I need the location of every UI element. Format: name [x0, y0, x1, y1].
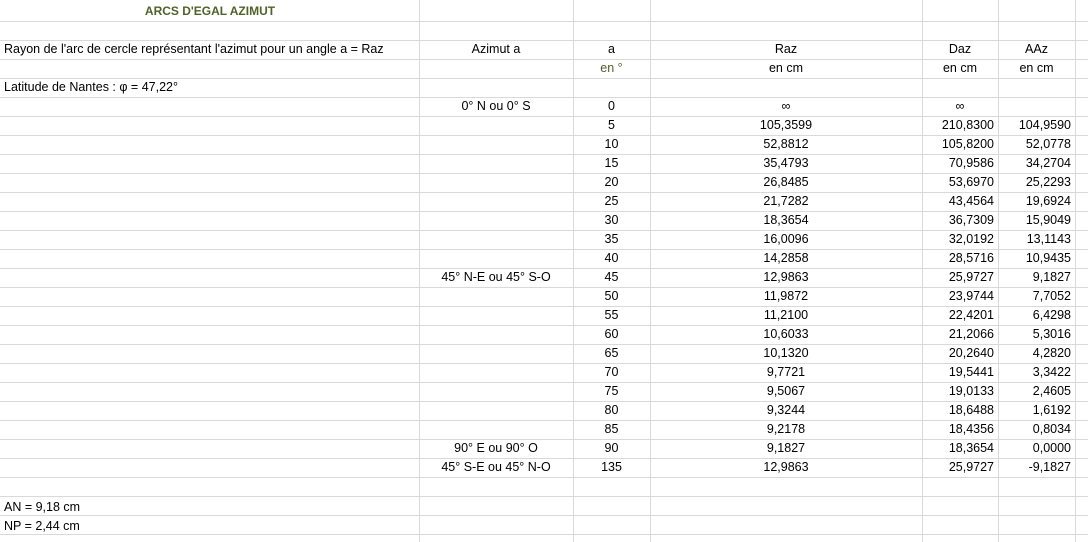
cell-raz: 11,9872 [763, 289, 809, 303]
cell-daz: 36,7309 [948, 213, 994, 227]
cell-aaz: 10,9435 [1025, 251, 1071, 265]
cell-a: 70 [604, 365, 619, 379]
cell-aaz: 104,9590 [1018, 118, 1071, 132]
cell-azimut [419, 306, 573, 325]
cell-raz: 9,3244 [766, 403, 806, 417]
cell-aaz: 15,9049 [1025, 213, 1071, 227]
cell-daz: 105,8200 [941, 137, 994, 151]
cell-a: 30 [604, 213, 619, 227]
cell-azimut [419, 173, 573, 192]
cell-daz: ∞ [955, 99, 965, 113]
cell-daz: 25,9727 [948, 460, 994, 474]
unit-aaz: en cm [1019, 61, 1054, 75]
gridline [0, 496, 1088, 497]
cell-aaz: 4,2820 [1032, 346, 1071, 360]
cell-a: 15 [604, 156, 619, 170]
cell-daz: 21,2066 [948, 327, 994, 341]
cell-azimut [419, 287, 573, 306]
cell-azimut: 0° N ou 0° S [461, 99, 531, 113]
cell-azimut [419, 211, 573, 230]
cell-aaz: 1,6192 [1032, 403, 1071, 417]
cell-azimut [419, 401, 573, 420]
cell-aaz: 3,3422 [1032, 365, 1071, 379]
cell-daz: 28,5716 [948, 251, 994, 265]
gridline [1075, 0, 1076, 542]
cell-daz: 19,5441 [948, 365, 994, 379]
cell-aaz: 9,1827 [1032, 270, 1071, 284]
cell-azimut [419, 344, 573, 363]
cell-a: 85 [604, 422, 619, 436]
cell-azimut [419, 230, 573, 249]
cell-aaz: 0,0000 [1032, 441, 1071, 455]
cell-daz: 18,4356 [948, 422, 994, 436]
cell-a: 80 [604, 403, 619, 417]
header-a: a [608, 42, 615, 56]
cell-raz: 105,3599 [759, 118, 813, 132]
cell-azimut [419, 192, 573, 211]
cell-aaz: 52,0778 [1025, 137, 1071, 151]
cell-azimut [419, 249, 573, 268]
cell-a: 40 [604, 251, 619, 265]
cell-azimut [419, 154, 573, 173]
cell-raz: 9,5067 [766, 384, 806, 398]
cell-raz: 26,8485 [763, 175, 809, 189]
cell-raz: 9,7721 [766, 365, 806, 379]
cell-raz: 10,1320 [763, 346, 809, 360]
cell-aaz: 34,2704 [1025, 156, 1071, 170]
an-value: AN = 9,18 cm [4, 500, 81, 514]
unit-daz: en cm [942, 61, 978, 75]
cell-raz: 21,7282 [763, 194, 809, 208]
cell-a: 75 [604, 384, 619, 398]
cell-raz: 16,0096 [763, 232, 809, 246]
cell-a: 55 [604, 308, 619, 322]
cell-a: 90 [604, 441, 619, 455]
cell-raz: 12,9863 [763, 460, 809, 474]
cell-raz: 35,4793 [763, 156, 809, 170]
cell-aaz: 6,4298 [1032, 308, 1071, 322]
cell-azimut: 45° S-E ou 45° N-O [441, 460, 551, 474]
cell-azimut [419, 325, 573, 344]
cell-azimut [419, 420, 573, 439]
cell-daz: 18,6488 [948, 403, 994, 417]
latitude-label: Latitude de Nantes : φ = 47,22° [4, 80, 178, 94]
cell-azimut [419, 135, 573, 154]
gridline [0, 477, 1088, 478]
cell-a: 45 [604, 270, 619, 284]
cell-aaz: 2,4605 [1032, 384, 1071, 398]
cell-daz: 53,6970 [948, 175, 994, 189]
cell-aaz: 7,7052 [1032, 289, 1071, 303]
cell-aaz: -9,1827 [1028, 460, 1071, 474]
cell-azimut [419, 363, 573, 382]
cell-raz: ∞ [781, 99, 791, 113]
cell-a: 10 [604, 137, 619, 151]
cell-azimut: 90° E ou 90° O [454, 441, 538, 455]
cell-azimut: 45° N-E ou 45° S-O [441, 270, 551, 284]
cell-raz: 9,1827 [766, 441, 806, 455]
cell-aaz: 5,3016 [1032, 327, 1071, 341]
header-daz: Daz [948, 42, 972, 56]
cell-a: 5 [608, 118, 615, 132]
cell-daz: 70,9586 [948, 156, 994, 170]
cell-a: 20 [604, 175, 619, 189]
cell-aaz [998, 97, 1075, 116]
cell-a: 135 [601, 460, 622, 474]
sheet-title: ARCS D'EGAL AZIMUT [144, 4, 276, 18]
cell-daz: 18,3654 [948, 441, 994, 455]
cell-a: 60 [604, 327, 619, 341]
cell-azimut [419, 116, 573, 135]
header-azimut: Azimut a [471, 42, 521, 56]
cell-daz: 32,0192 [948, 232, 994, 246]
cell-daz: 43,4564 [948, 194, 994, 208]
cell-aaz: 19,6924 [1025, 194, 1071, 208]
unit-a: en ° [600, 61, 623, 75]
cell-aaz: 0,8034 [1032, 422, 1071, 436]
cell-raz: 18,3654 [763, 213, 809, 227]
cell-daz: 23,9744 [948, 289, 994, 303]
cell-daz: 22,4201 [948, 308, 994, 322]
cell-raz: 10,6033 [763, 327, 809, 341]
np-value: NP = 2,44 cm [4, 519, 80, 533]
cell-daz: 19,0133 [948, 384, 994, 398]
cell-azimut [419, 382, 573, 401]
cell-raz: 9,2178 [766, 422, 806, 436]
cell-raz: 11,2100 [763, 308, 809, 322]
unit-raz: en cm [768, 61, 804, 75]
cell-a: 35 [604, 232, 619, 246]
cell-daz: 25,9727 [948, 270, 994, 284]
cell-a: 65 [604, 346, 619, 360]
description-label: Rayon de l'arc de cercle représentant l'azimut pour un angle a = Raz [4, 42, 384, 56]
cell-aaz: 13,1143 [1026, 232, 1071, 246]
cell-raz: 52,8812 [763, 137, 809, 151]
cell-a: 25 [604, 194, 619, 208]
cell-daz: 210,8300 [941, 118, 994, 132]
cell-aaz: 25,2293 [1025, 175, 1071, 189]
cell-a: 50 [604, 289, 619, 303]
cell-daz: 20,2640 [948, 346, 994, 360]
header-aaz: AAz [1025, 42, 1048, 56]
gridline [0, 21, 1088, 22]
cell-a: 0 [608, 99, 615, 113]
cell-raz: 14,2858 [763, 251, 809, 265]
header-raz: Raz [774, 42, 798, 56]
cell-raz: 12,9863 [763, 270, 809, 284]
